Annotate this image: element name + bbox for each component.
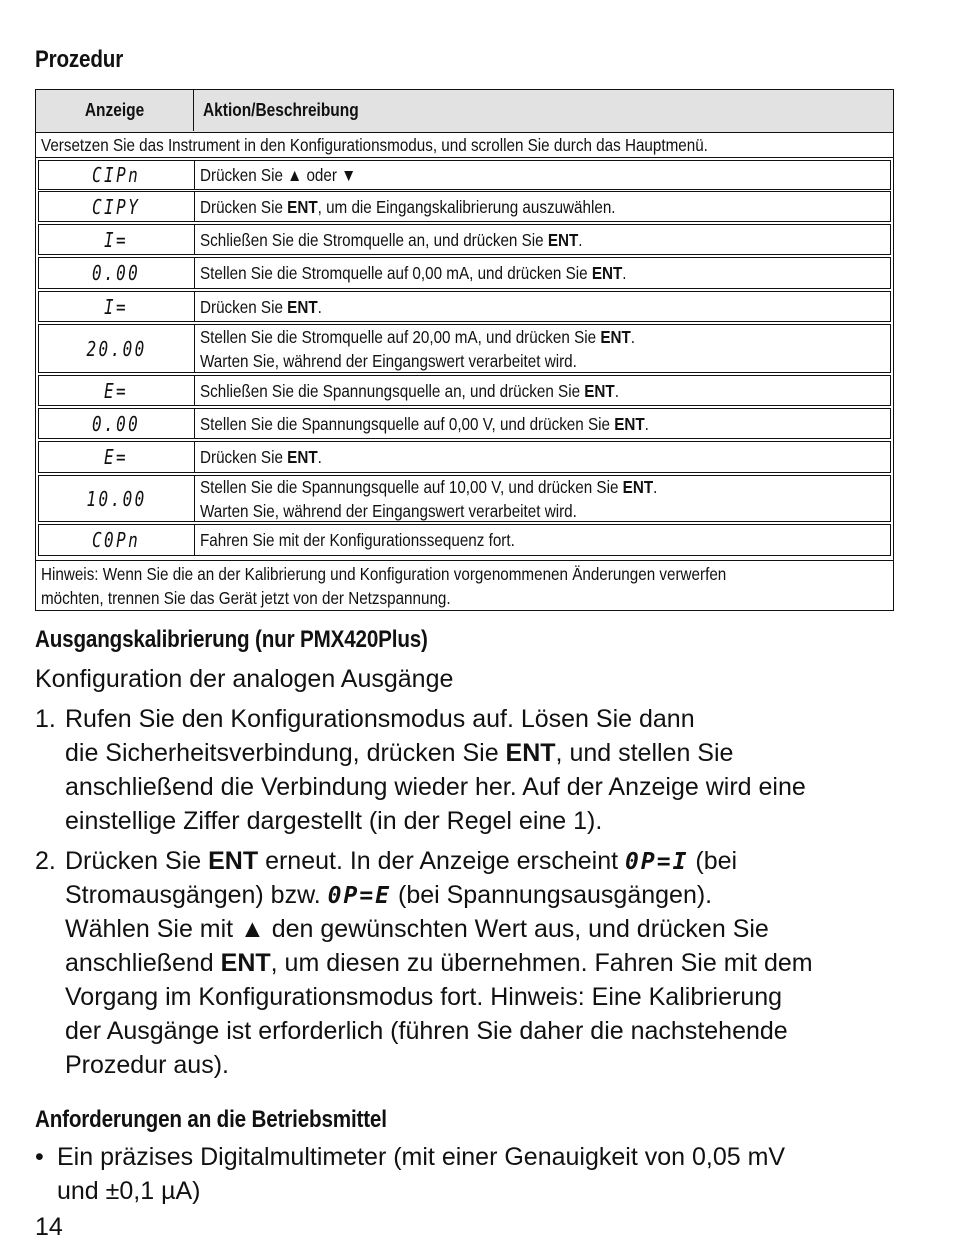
action-text: Fahren Sie mit der Konfigurationssequenz fort. [200, 530, 515, 550]
action-cell [200, 476, 886, 521]
table-row [38, 441, 891, 473]
note-line-2: möchten, trennen Sie das Gerät jetzt von der Netzspannung. [41, 588, 451, 608]
step-2-number: 2. [35, 847, 56, 875]
page-number: 14 [35, 1213, 63, 1241]
action-cell [200, 192, 886, 221]
display-cell [39, 442, 195, 472]
segment-display-readout: I= [104, 294, 129, 319]
display-cell [39, 292, 195, 321]
action-text: Drücken Sie ENT. [200, 447, 322, 467]
segment-display-readout: E= [104, 378, 129, 403]
segment-display-readout: 0.00 [92, 411, 141, 436]
table-row [38, 524, 891, 556]
ent-key-label: ENT [220, 949, 271, 977]
action-cell [200, 409, 886, 438]
action-cell [200, 292, 886, 321]
action-text: Stellen Sie die Spannungsquelle auf 10,00 V, und drücken Sie ENT. [200, 476, 658, 497]
action-cell [200, 258, 886, 288]
action-text: Schließen Sie die Spannungsquelle an, und drücken Sie ENT. [200, 380, 619, 401]
step-2-line-7: Prozedur aus). [65, 1051, 229, 1079]
action-cell [200, 225, 886, 254]
output-current-display: 0P=I [625, 849, 689, 875]
action-text: Schließen Sie die Stromquelle an, und drücken Sie ENT. [200, 229, 583, 250]
action-cell [200, 325, 886, 372]
segment-display-readout: CIPn [92, 163, 141, 187]
note-line-1: Hinweis: Wenn Sie die an der Kalibrierung und Konfiguration vorgenommenen Änderungen verwerfen [41, 564, 727, 584]
display-cell [39, 225, 195, 254]
bullet: • [35, 1143, 44, 1171]
action-text: Warten Sie, während der Eingangswert verarbeitet wird. [200, 350, 577, 371]
table-intro-text: Versetzen Sie das Instrument in den Konfigurationsmodus, und scrollen Sie durch das Hauptmenü. [41, 135, 708, 155]
table-row [38, 475, 891, 522]
table-note [36, 560, 893, 610]
step-1-line-4: einstellige Ziffer dargestellt (in der Regel eine 1). [65, 807, 603, 835]
requirement-line-2: und ±0,1 µA) [57, 1177, 201, 1205]
segment-display-readout: 10.00 [86, 486, 147, 511]
action-text: Drücken Sie ENT. [200, 296, 322, 317]
step-1-line-1: Rufen Sie den Konfigurationsmodus auf. Lösen Sie dann [65, 705, 695, 733]
action-cell [200, 376, 886, 405]
segment-display-readout: 0.00 [92, 261, 141, 285]
segment-display-readout: CIPY [92, 194, 141, 219]
output-calibration-heading: Ausgangskalibrierung (nur PMX420Plus) [35, 626, 428, 653]
display-cell [39, 525, 195, 555]
output-voltage-display: 0P=E [327, 883, 392, 909]
page-title: Prozedur [35, 46, 124, 73]
step-2-line-2: Stromausgängen) bzw. 0P=E (bei Spannungsausgängen). [65, 881, 713, 909]
step-1-line-2: die Sicherheitsverbindung, drücken Sie ENT, und stellen Sie [65, 739, 734, 767]
action-text: Stellen Sie die Stromquelle auf 20,00 mA, und drücken Sie ENT. [200, 326, 636, 347]
procedure-table [35, 89, 894, 611]
table-row [38, 291, 891, 322]
display-cell [39, 161, 195, 189]
segment-display-readout: I= [104, 227, 129, 252]
output-intro: Konfiguration der analogen Ausgänge [35, 665, 454, 693]
segment-display-readout: 20.00 [86, 336, 147, 361]
table-row [38, 324, 891, 373]
display-cell [39, 192, 195, 221]
action-text: Warten Sie, während der Eingangswert verarbeitet wird. [200, 500, 577, 521]
action-cell [200, 525, 886, 555]
segment-display-readout: C0Pn [92, 528, 141, 552]
step-1-line-3: anschließend die Verbindung wieder her. Auf der Anzeige wird eine [65, 773, 806, 801]
table-header [36, 90, 893, 133]
action-cell [200, 161, 886, 189]
display-cell [39, 376, 195, 405]
step-2-line-3: Wählen Sie mit ▲ den gewünschten Wert aus, und drücken Sie [65, 915, 769, 943]
header-action: Aktion/Beschreibung [203, 100, 359, 120]
requirements-heading: Anforderungen an die Betriebsmittel [35, 1106, 387, 1133]
step-2-line-5: Vorgang im Konfigurationsmodus fort. Hinweis: Eine Kalibrierung [65, 983, 783, 1011]
display-cell [39, 258, 195, 288]
display-cell [39, 476, 195, 521]
table-row [38, 408, 891, 439]
table-row [38, 375, 891, 406]
display-cell [39, 325, 195, 372]
table-row [38, 160, 891, 190]
header-display: Anzeige [84, 100, 145, 120]
action-text: Stellen Sie die Stromquelle auf 0,00 mA, und drücken Sie ENT. [200, 263, 627, 283]
ent-key-label: ENT [505, 739, 556, 767]
action-text: Drücken Sie ▲ oder ▼ [200, 165, 357, 185]
display-cell [39, 409, 195, 438]
table-row [38, 191, 891, 222]
step-1-number: 1. [35, 705, 56, 733]
action-cell [200, 442, 886, 472]
step-2-line-6: der Ausgänge ist erforderlich (führen Sie daher die nachstehende [65, 1017, 788, 1045]
table-row [38, 224, 891, 255]
action-text: Drücken Sie ENT, um die Eingangskalibrierung auszuwählen. [200, 196, 616, 217]
table-intro [36, 133, 893, 158]
ent-key-label: ENT [208, 847, 259, 875]
action-text: Stellen Sie die Spannungsquelle auf 0,00 V, und drücken Sie ENT. [200, 413, 649, 434]
requirement-line-1: Ein präzises Digitalmultimeter (mit einer Genauigkeit von 0,05 mV [57, 1143, 786, 1171]
segment-display-readout: E= [104, 445, 129, 469]
step-2-line-1: Drücken Sie ENT erneut. In der Anzeige erscheint 0P=I (bei [65, 847, 738, 875]
table-row [38, 257, 891, 289]
step-2-line-4: anschließend ENT, um diesen zu übernehmen. Fahren Sie mit dem [65, 949, 813, 977]
